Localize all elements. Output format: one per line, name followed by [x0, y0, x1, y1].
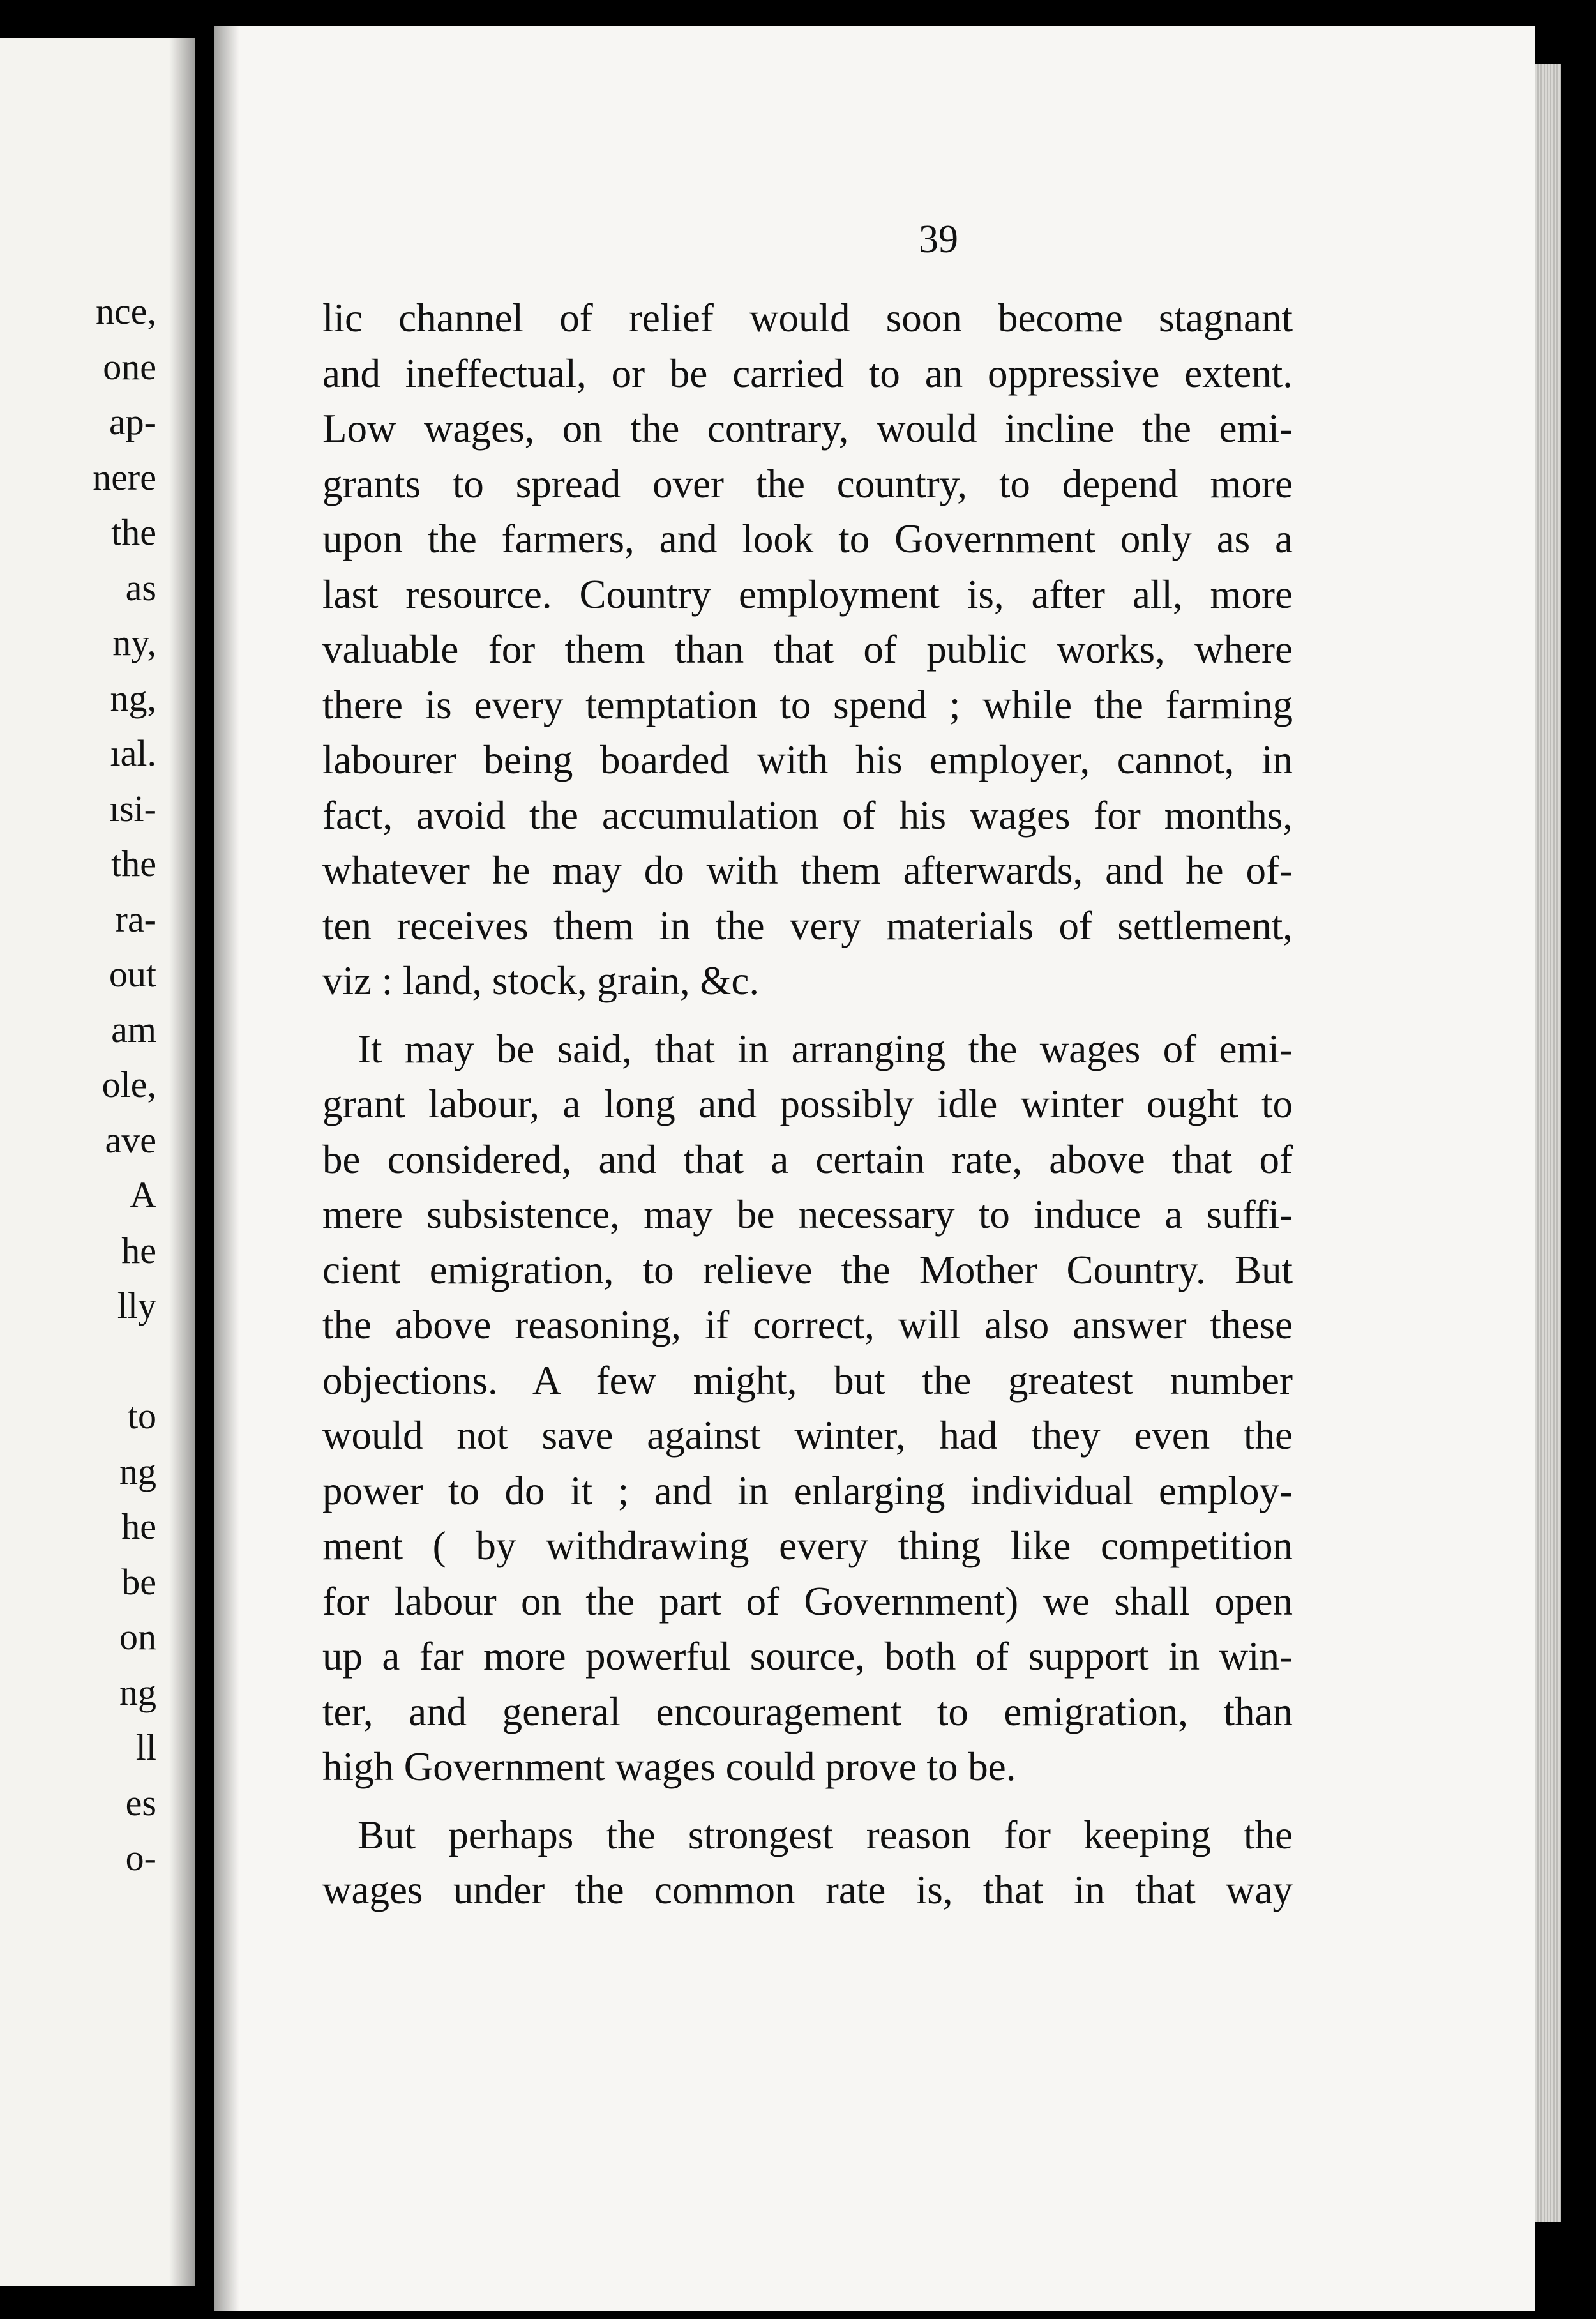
- left-page-line: be: [121, 1560, 156, 1603]
- left-page-line: he: [121, 1229, 156, 1271]
- left-facing-page: [0, 38, 195, 2286]
- left-page-line: A: [130, 1174, 156, 1216]
- left-page-line: one: [103, 345, 156, 388]
- text-line: It may be said, that in arranging the wages of emi-: [358, 1026, 1293, 1071]
- text-line: ment ( by withdrawing every thing like competition: [322, 1523, 1293, 1568]
- gutter-shadow: [169, 38, 195, 2286]
- paragraph-gap: [322, 1795, 1293, 1808]
- paragraph: [322, 1808, 1293, 1918]
- left-page-line: ll: [135, 1726, 156, 1768]
- text-line: whatever he may do with them afterwards, and he of-: [322, 848, 1293, 893]
- text-line: valuable for them than that of public works, where: [322, 627, 1293, 672]
- left-page-line: o-: [125, 1837, 156, 1878]
- left-page-line: lly: [117, 1285, 156, 1326]
- left-page-line: as: [125, 566, 156, 608]
- left-page-line: to: [127, 1395, 156, 1437]
- text-line: fact, avoid the accumulation of his wages for months,: [322, 792, 1293, 838]
- left-page-line: on: [119, 1616, 156, 1658]
- left-page-line: nere: [93, 456, 156, 498]
- left-page-text-fragments: [93, 284, 156, 1886]
- text-line: up a far more powerful source, both of support in win-: [322, 1634, 1293, 1679]
- left-page-line: he: [121, 1506, 156, 1547]
- paragraph-gap: [322, 1009, 1293, 1022]
- left-page-line: nce,: [96, 291, 156, 332]
- text-line: ten receives them in the very materials of settlement,: [322, 903, 1293, 948]
- text-line: cient emigration, to relieve the Mother Country. But: [322, 1247, 1293, 1292]
- text-line: viz : land, stock, grain, &c.: [322, 958, 760, 1003]
- text-line: would not save against winter, had they even the: [322, 1413, 1293, 1458]
- text-line: high Government wages could prove to be.: [322, 1744, 1016, 1789]
- page-number: 39: [919, 218, 958, 261]
- text-line: there is every temptation to spend ; while the farming: [322, 682, 1293, 727]
- text-line: the above reasoning, if correct, will also answer these: [322, 1303, 1293, 1347]
- text-line: Low wages, on the contrary, would incline the emi-: [322, 406, 1293, 451]
- text-line: power to do it ; and in enlarging individual employ-: [322, 1468, 1293, 1513]
- text-line: mere subsistence, may be necessary to induce a suffi-: [322, 1192, 1293, 1237]
- text-line: wages under the common rate is, that in that way: [322, 1868, 1293, 1912]
- text-line: But perhaps the strongest reason for keeping the: [358, 1812, 1293, 1857]
- left-page-line: the: [111, 843, 156, 884]
- left-page-line: ap-: [109, 401, 156, 442]
- paragraph: [322, 1022, 1293, 1795]
- main-page: [214, 26, 1535, 2311]
- text-line: lic channel of relief would soon become stagnant: [322, 296, 1293, 340]
- spine-shadow: [214, 26, 239, 2311]
- left-page-line: ısi-: [109, 787, 156, 829]
- left-page-line: am: [111, 1008, 156, 1050]
- page-edges: [1535, 64, 1561, 2222]
- left-page-line: ng: [119, 1671, 156, 1713]
- text-line: grants to spread over the country, to depend more: [322, 461, 1293, 506]
- left-page-line: ny,: [112, 622, 156, 663]
- text-line: grant labour, a long and possibly idle winter ought to: [322, 1082, 1293, 1126]
- text-line: be considered, and that a certain rate, above that of: [322, 1137, 1293, 1182]
- text-line: last resource. Country employment is, after all, more: [322, 571, 1293, 617]
- text-line: labourer being boarded with his employer, cannot, in: [322, 737, 1293, 782]
- text-line: upon the farmers, and look to Government only as a: [322, 517, 1293, 561]
- left-page-line: ole,: [102, 1064, 156, 1105]
- left-page-line: out: [109, 953, 156, 995]
- left-page-line: ra-: [115, 898, 156, 940]
- text-line: objections. A few might, but the greatest number: [322, 1357, 1293, 1403]
- text-line: and ineffectual, or be carried to an oppressive extent.: [322, 351, 1293, 396]
- left-page-line: es: [125, 1781, 156, 1824]
- left-page-line: ıal.: [110, 732, 156, 774]
- text-line: ter, and general encouragement to emigration, than: [322, 1689, 1293, 1734]
- text-body: [322, 291, 1293, 1918]
- text-line: for labour on the part of Government) we shall open: [322, 1578, 1293, 1624]
- left-page-line: ave: [105, 1119, 156, 1161]
- left-page-line: ng: [119, 1450, 156, 1492]
- paragraph: [322, 291, 1293, 1009]
- left-page-line: the: [111, 511, 156, 553]
- left-page-line: ng,: [110, 677, 156, 719]
- left-page-line: [93, 1334, 156, 1389]
